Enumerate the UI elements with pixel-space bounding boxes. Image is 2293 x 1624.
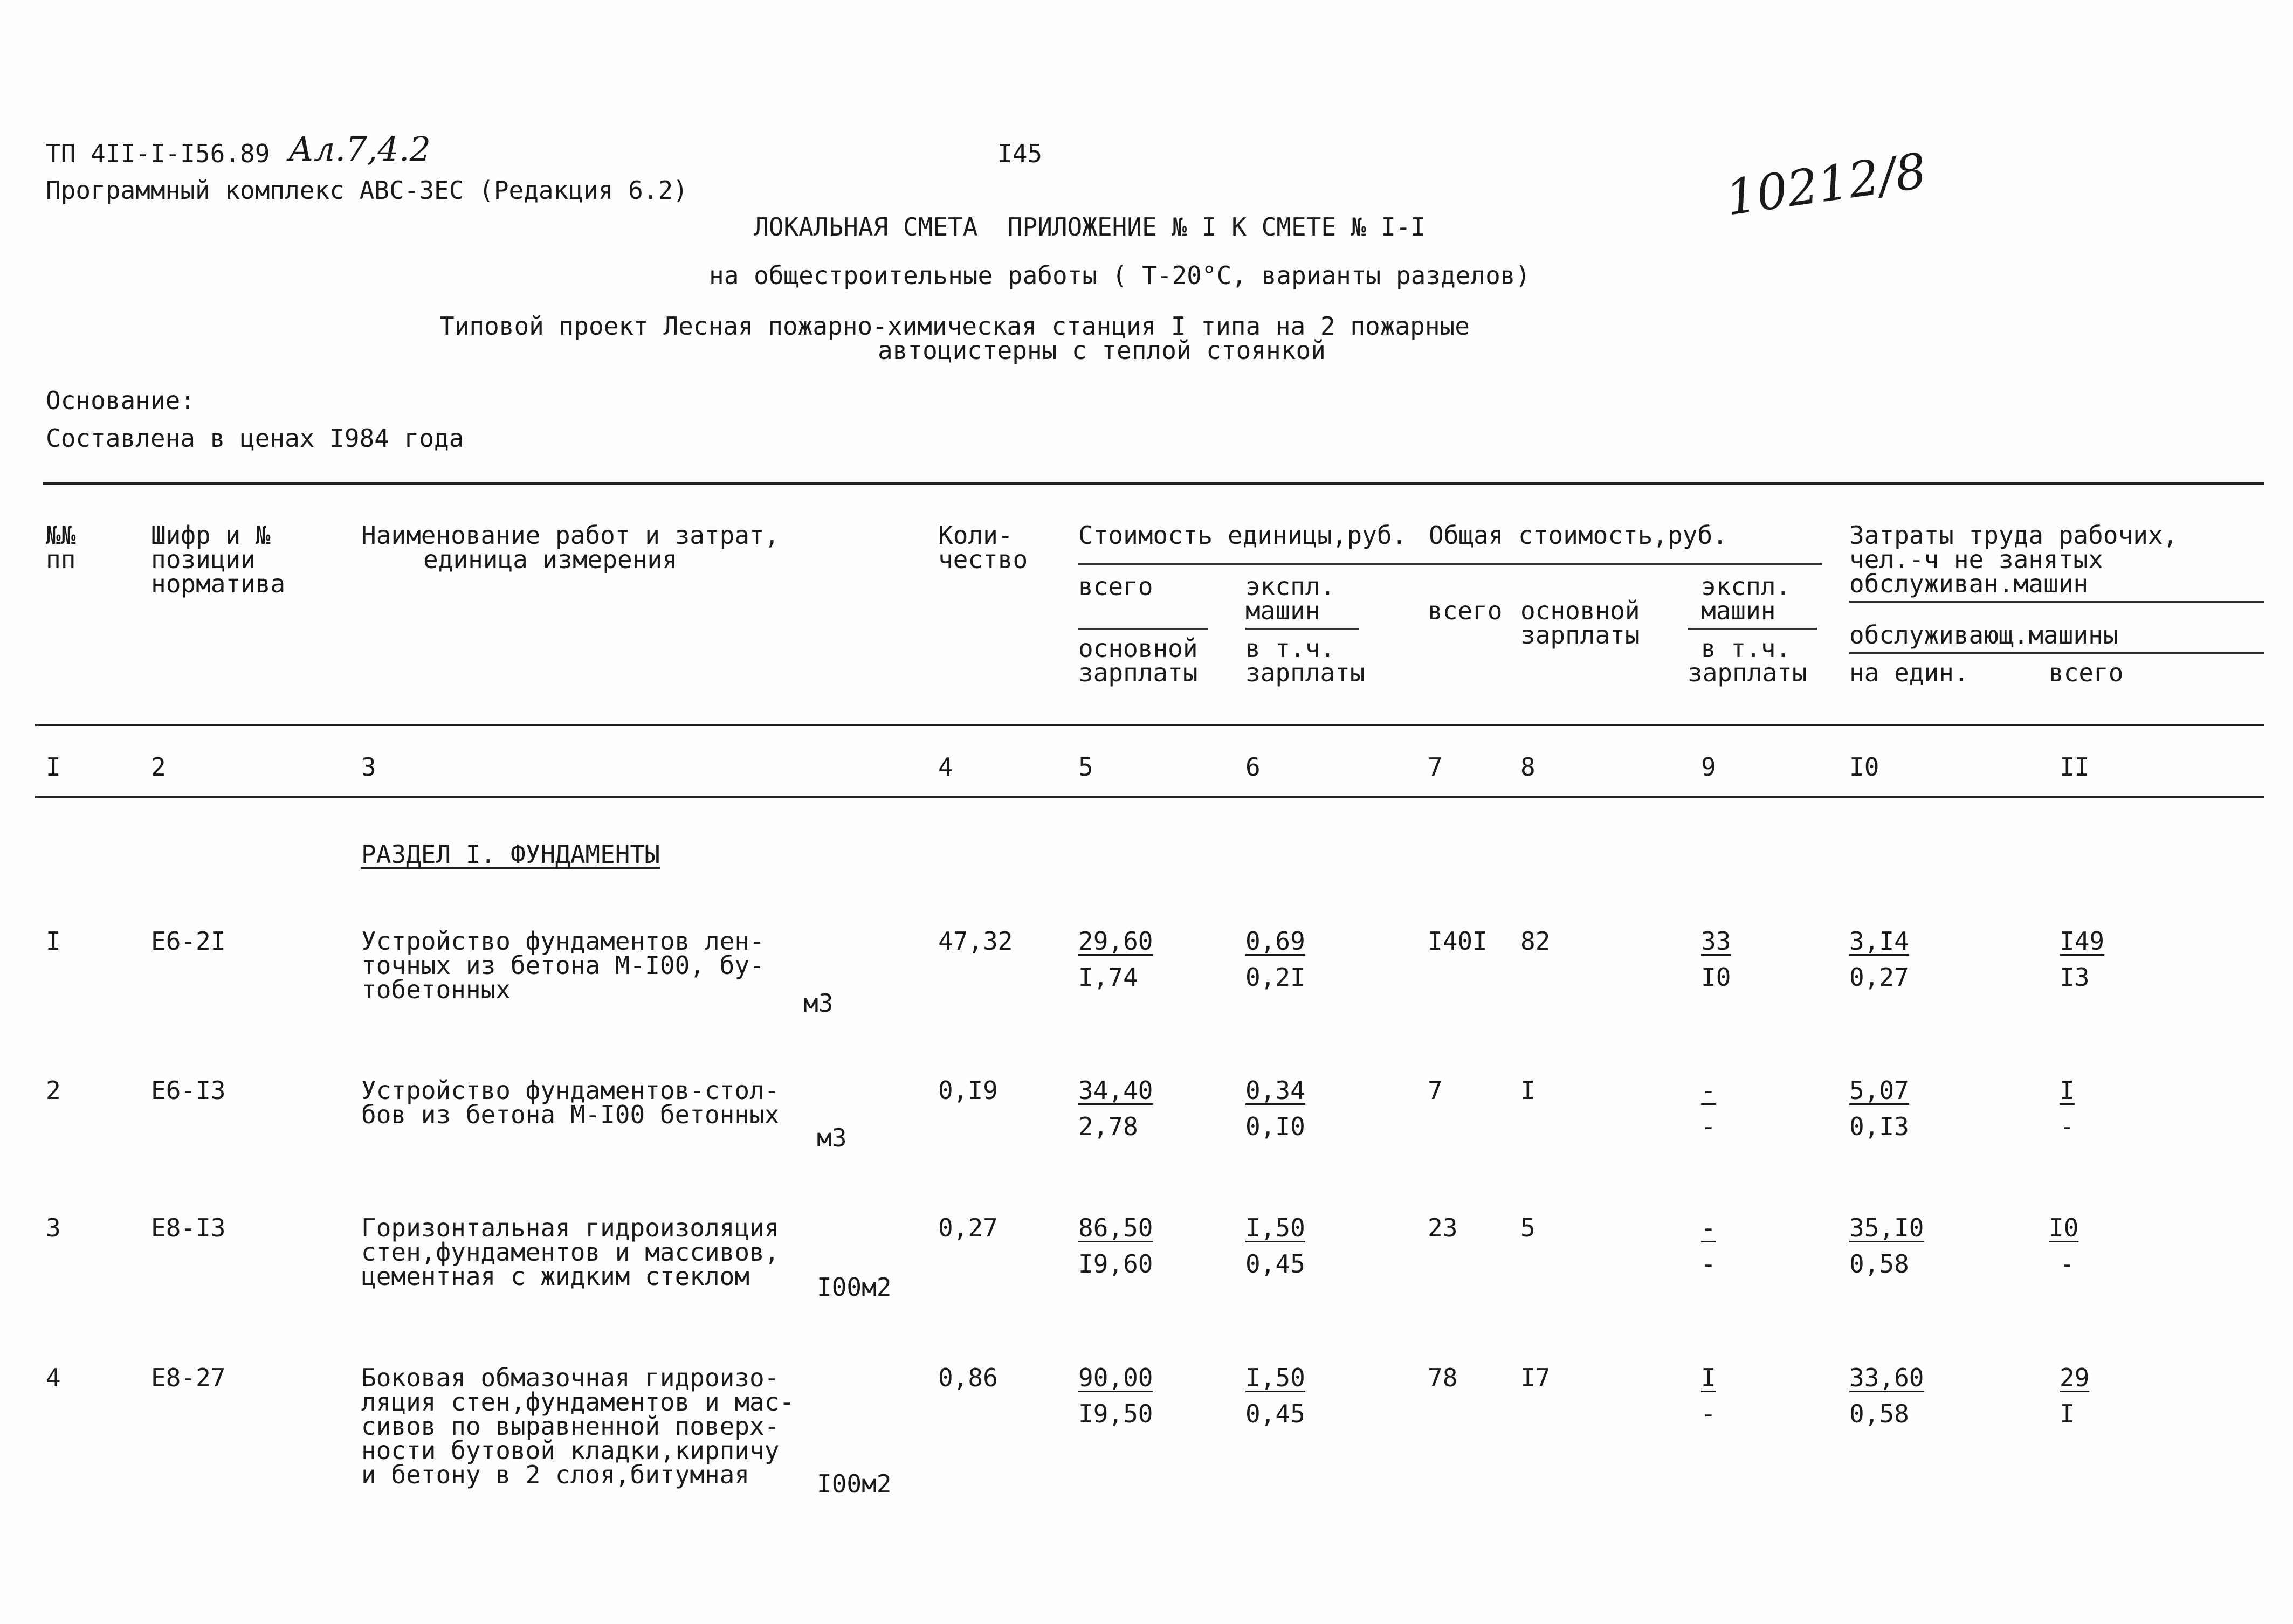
labor-machines-per-unit: 0,58 (1849, 1399, 1909, 1428)
col-num-header-1: №№ (46, 521, 76, 550)
total-wage: 5 (1520, 1213, 1535, 1242)
unit-cost-wage: I9,50 (1078, 1399, 1153, 1428)
col-labor-header-3: обслуживан.машин (1849, 569, 2089, 598)
col-labor-header-1: Затраты труда рабочих, (1849, 521, 2178, 550)
document-code: ТП 4II-I-I56.89 (46, 139, 270, 168)
unit-cost-total: 86,50 (1078, 1213, 1153, 1242)
total-machine-wage: - (1701, 1399, 1716, 1428)
col9-header-ekspl-2: машин (1701, 596, 1776, 625)
row-unit: м3 (803, 989, 834, 1018)
total-wage: I (1520, 1076, 1535, 1105)
col7-header-vsego: всего (1428, 596, 1503, 625)
total-machine-wage: I0 (1701, 963, 1731, 992)
unit-machine-wage: 0,45 (1245, 1399, 1305, 1428)
col5-header-osn-2: зарплаты (1078, 658, 1198, 687)
prices-line: Составлена в ценах I984 года (46, 424, 464, 453)
column-number: I0 (1849, 752, 1879, 782)
total-machine-cost: - (1701, 1213, 1716, 1242)
row-name-line: Боковая обмазочная гидроизо- (361, 1363, 780, 1392)
row-quantity: 0,86 (938, 1363, 998, 1392)
column-number: 8 (1520, 752, 1535, 782)
col-qty-header-1: Коли- (938, 521, 1013, 550)
labor-total: 29 (2060, 1363, 2090, 1392)
unit-machine-cost: I,50 (1245, 1213, 1305, 1242)
labor-per-unit: 35,I0 (1849, 1213, 1924, 1242)
unit-machine-wage: 0,45 (1245, 1249, 1305, 1279)
col8-header-osn-2: зарплаты (1520, 620, 1640, 649)
row-name-line: ляция стен,фундаментов и мас- (361, 1387, 795, 1416)
col-total-cost-header: Общая стоимость,руб. (1429, 521, 1727, 550)
row-unit: м3 (817, 1123, 847, 1152)
labor-total: I0 (2049, 1213, 2079, 1242)
col8-header-osn-1: основной (1520, 596, 1640, 625)
table-top-rule (43, 482, 2264, 485)
row-number: 3 (46, 1213, 61, 1242)
col-num-header-2: пп (46, 545, 76, 574)
unit-cost-total: 34,40 (1078, 1076, 1153, 1105)
col-code-header-3: норматива (151, 569, 286, 598)
cost-header-rule (1078, 563, 1822, 565)
row-name-line: бов из бетона М-I00 бетонных (361, 1100, 780, 1129)
unit-machine-wage: 0,I0 (1245, 1112, 1305, 1141)
row-name-line: сивов по выравненной поверх- (361, 1412, 780, 1441)
labor-header-rule-1 (1849, 601, 2264, 603)
col11-header-vsego: всего (2049, 658, 2124, 687)
document-title: ЛОКАЛЬНАЯ СМЕТА ПРИЛОЖЕНИЕ № I К СМЕТЕ № I-I (754, 212, 1426, 241)
section-title: РАЗДЕЛ I. ФУНДАМЕНТЫ (361, 840, 660, 869)
row-code: Е8-I3 (151, 1213, 226, 1242)
total-machine-wage: - (1701, 1249, 1716, 1279)
row-code: Е8-27 (151, 1363, 226, 1392)
unit-machine-wage: 0,2I (1245, 963, 1305, 992)
row-quantity: 0,27 (938, 1213, 998, 1242)
header-bottom-rule (35, 724, 2264, 726)
unit-cost-total: 29,60 (1078, 927, 1153, 956)
labor-per-unit: 5,07 (1849, 1076, 1909, 1105)
col6-header-vtch-1: в т.ч. (1245, 634, 1335, 663)
document-subtitle: на общестроительные работы ( Т-20°С, варианты разделов) (709, 261, 1531, 290)
row-number: 4 (46, 1363, 61, 1392)
row-name-line: цементная с жидким стеклом (361, 1262, 750, 1291)
total-machine-cost: - (1701, 1076, 1716, 1105)
row-code: Е6-2I (151, 927, 226, 956)
column-number: 6 (1245, 752, 1261, 782)
column-number: 9 (1701, 752, 1716, 782)
column-number: 4 (938, 752, 953, 782)
row-quantity: 0,I9 (938, 1076, 998, 1105)
labor-machines-per-unit: 0,58 (1849, 1249, 1909, 1279)
col-qty-header-2: чество (938, 545, 1028, 574)
row-name-line: Устройство фундаментов-стол- (361, 1076, 780, 1105)
unit-cost-wage: I,74 (1078, 963, 1138, 992)
labor-total: I49 (2060, 927, 2105, 956)
unit-cost-total: 90,00 (1078, 1363, 1153, 1392)
row-code: Е6-I3 (151, 1076, 226, 1105)
col9-header-vtch-1: в т.ч. (1701, 634, 1791, 663)
labor-machines-total: I3 (2060, 963, 2090, 992)
row-quantity: 47,32 (938, 927, 1013, 956)
row-unit: I00м2 (817, 1273, 892, 1302)
total-machine-cost: 33 (1701, 927, 1731, 956)
col9-header-ekspl-1: экспл. (1701, 572, 1791, 601)
col9-header-rule (1688, 628, 1817, 630)
unit-machine-cost: I,50 (1245, 1363, 1305, 1392)
unit-machine-cost: 0,69 (1245, 927, 1305, 956)
col6-header-rule (1245, 628, 1359, 630)
col10-header-machines: обслуживающ.машины (1849, 620, 2118, 649)
row-name-line: ности бутовой кладки,кирпичу (361, 1436, 780, 1465)
row-name-line: и бетону в 2 слоя,битумная (361, 1460, 750, 1489)
labor-total: I (2060, 1076, 2075, 1105)
col6-header-vtch-2: зарплаты (1245, 658, 1365, 687)
column-number: 2 (151, 752, 166, 782)
labor-per-unit: 3,I4 (1849, 927, 1909, 956)
labor-machines-total: - (2060, 1249, 2075, 1279)
col5-header-vsego: всего (1078, 572, 1153, 601)
col-unit-cost-header: Стоимость единицы,руб. (1078, 521, 1407, 550)
col10-header-na-edin: на един. (1849, 658, 1969, 687)
program-line: Программный комплекс АВС-ЗЕС (Редакция 6.2) (46, 176, 688, 205)
project-line-1: Типовой проект Лесная пожарно-химическая станция I типа на 2 пожарные (439, 312, 1470, 341)
column-number: I (46, 752, 61, 782)
basis-label: Основание: (46, 386, 195, 415)
labor-per-unit: 33,60 (1849, 1363, 1924, 1392)
row-number: 2 (46, 1076, 61, 1105)
project-line-2: автоцистерны с теплой стоянкой (878, 336, 1326, 365)
total-wage: 82 (1520, 927, 1551, 956)
labor-machines-per-unit: 0,I3 (1849, 1112, 1909, 1141)
row-number: I (46, 927, 61, 956)
column-numbers-rule (35, 796, 2264, 798)
column-number: II (2060, 752, 2090, 782)
unit-cost-wage: 2,78 (1078, 1112, 1138, 1141)
labor-header-rule-2 (1849, 652, 2264, 654)
row-name-line: Устройство фундаментов лен- (361, 927, 765, 956)
page-number: I45 (997, 139, 1043, 168)
row-name-line: точных из бетона М-I00, бу- (361, 951, 765, 980)
row-name-line: тобетонных (361, 975, 511, 1004)
col6-header-ekspl-2: машин (1245, 596, 1320, 625)
unit-cost-wage: I9,60 (1078, 1249, 1153, 1279)
row-name-line: стен,фундаментов и массивов, (361, 1238, 780, 1267)
col-code-header-1: Шифр и № (151, 521, 271, 550)
unit-machine-cost: 0,34 (1245, 1076, 1305, 1105)
col-labor-header-2: чел.-ч не занятых (1849, 545, 2103, 574)
total-cost: 78 (1428, 1363, 1458, 1392)
col-name-header-1: Наименование работ и затрат, (361, 521, 780, 550)
col-code-header-2: позиции (151, 545, 256, 574)
column-number: 5 (1078, 752, 1093, 782)
handwritten-number: 10212/8 (1722, 142, 1930, 227)
total-cost: 23 (1428, 1213, 1458, 1242)
labor-machines-total: I (2060, 1399, 2075, 1428)
handwritten-reference: Ал.7,4.2 (288, 129, 431, 169)
total-machine-wage: - (1701, 1112, 1716, 1141)
total-wage: I7 (1520, 1363, 1551, 1392)
col5-header-osn-1: основной (1078, 634, 1198, 663)
row-unit: I00м2 (817, 1469, 892, 1498)
col5-header-rule (1078, 628, 1208, 630)
col9-header-vtch-2: зарплаты (1688, 658, 1807, 687)
row-name-line: Горизонтальная гидроизоляция (361, 1213, 780, 1242)
total-cost: 7 (1428, 1076, 1443, 1105)
total-machine-cost: I (1701, 1363, 1716, 1392)
labor-machines-per-unit: 0,27 (1849, 963, 1909, 992)
column-number: 3 (361, 752, 376, 782)
total-cost: I40I (1428, 927, 1488, 956)
col-name-header-2: единица измерения (423, 545, 677, 574)
column-number: 7 (1428, 752, 1443, 782)
labor-machines-total: - (2060, 1112, 2075, 1141)
col6-header-ekspl-1: экспл. (1245, 572, 1335, 601)
